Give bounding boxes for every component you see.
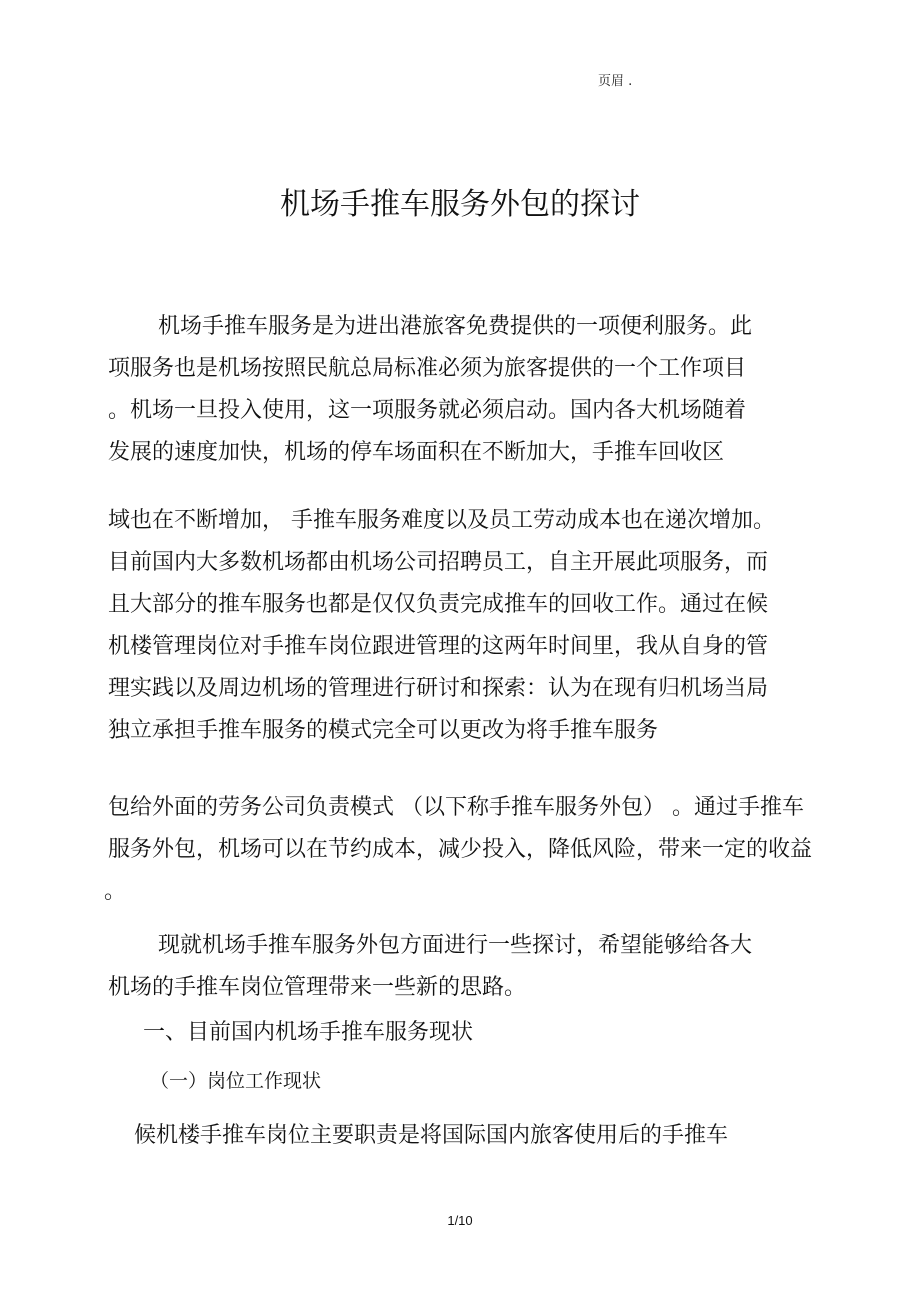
body-line: 且大部分的推车服务也都是仅仅负责完成推车的回收工作。通过在候 <box>108 592 769 617</box>
body-line: 服务外包，机场可以在节约成本，减少投入，降低风险，带来一定的收益 <box>108 837 813 862</box>
body-line: 目前国内大多数机场都由机场公司招聘员工，自主开展此项服务，而 <box>108 550 769 575</box>
body-line: 发展的速度加快，机场的停车场面积在不断加大，手推车回收区 <box>108 440 725 465</box>
body-line: 现就机场手推车服务外包方面进行一些探讨，希望能够给各大 <box>158 933 753 958</box>
body-line: 。 <box>104 879 127 904</box>
body-line: 理实践以及周边机场的管理进行研讨和探索：认为在现有归机场当局 <box>108 676 769 701</box>
body-line: 域也在不断增加， 手推车服务难度以及员工劳动成本也在递次增加。 <box>108 508 775 533</box>
body-line: 候机楼手推车岗位主要职责是将国际国内旅客使用后的手推车 <box>134 1123 729 1148</box>
subsection-heading: （一）岗位工作现状 <box>150 1070 322 1092</box>
body-line: 项服务也是机场按照民航总局标准必须为旅客提供的一个工作项目 <box>108 356 747 381</box>
page-number: 1/10 <box>447 1213 473 1228</box>
body-line: 包给外面的劳务公司负责模式 （以下称手推车服务外包） 。通过手推车 <box>108 795 804 820</box>
body-line: 机场的手推车岗位管理带来一些新的思路。 <box>108 975 527 1000</box>
document-title: 机场手推车服务外包的探讨 <box>280 187 640 222</box>
section-heading: 一、目前国内机场手推车服务现状 <box>143 1020 474 1045</box>
page-header: 页眉 . <box>598 74 633 89</box>
body-line: 。机场一旦投入使用，这一项服务就必须启动。国内各大机场随着 <box>108 398 747 423</box>
body-line: 机场手推车服务是为进出港旅客免费提供的一项便利服务。此 <box>158 314 753 339</box>
body-line: 独立承担手推车服务的模式完全可以更改为将手推车服务 <box>108 718 659 743</box>
body-line: 机楼管理岗位对手推车岗位跟进管理的这两年时间里，我从自身的管 <box>108 634 769 659</box>
